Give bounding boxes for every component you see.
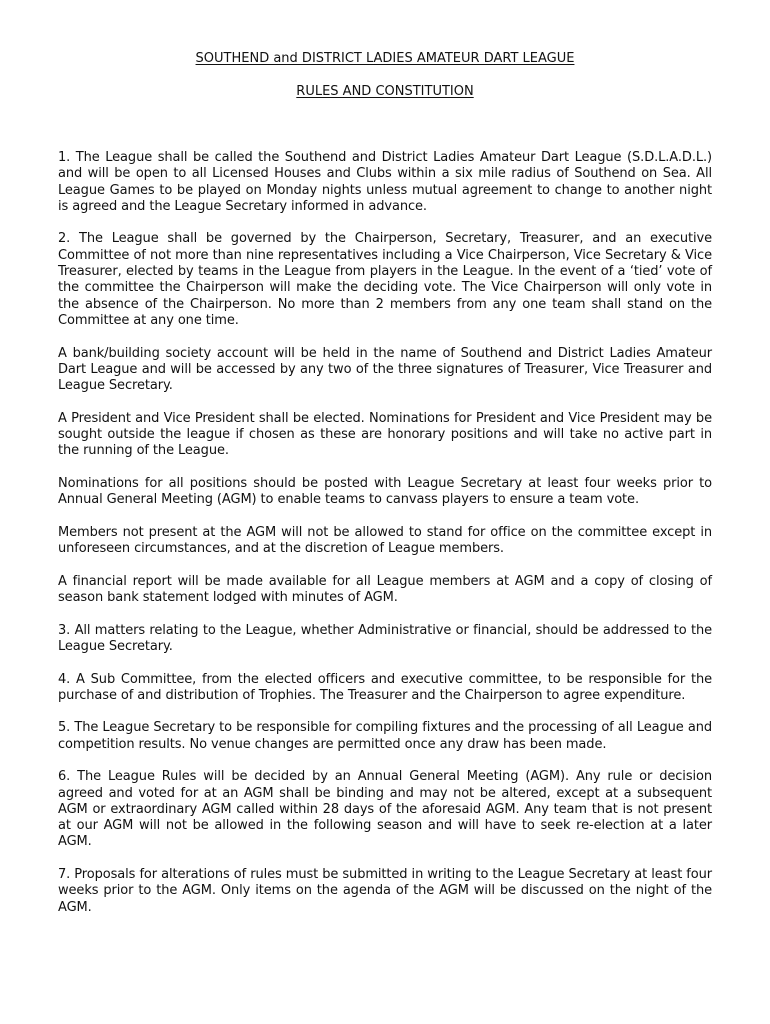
- document-body: [58, 150, 712, 932]
- paragraph-financial-report: A financial report will be made available for all League members at AGM and a copy of closing of season bank statement lodged with minutes of AGM.: [58, 573, 712, 606]
- paragraph-members-absent: Members not present at the AGM will not be allowed to stand for office on the committee except in unforeseen circumstances, and at the discretion of League members.: [58, 524, 712, 557]
- paragraph-rule-1: 1. The League shall be called the Southend and District Ladies Amateur Dart League (S.D.L.A.D.L.) and will be open to all Licensed Houses and Clubs within a six mile radius of Southend on Sea. All League Games to be played on Monday nights unless mutual agreement to change to another night is agreed and the League Secretary informed in advance.: [58, 150, 712, 214]
- document-title: SOUTHEND and DISTRICT LADIES AMATEUR DART LEAGUE: [195, 51, 575, 66]
- paragraph-nominations: Nominations for all positions should be posted with League Secretary at least four weeks prior to Annual General Meeting (AGM) to enable teams to canvass players to ensure a team vote.: [58, 475, 712, 508]
- paragraph-rule-5: 5. The League Secretary to be responsible for compiling fixtures and the processing of all League and competition results. No venue changes are permitted once any draw has been made.: [58, 720, 712, 752]
- paragraph-rule-3: 3. All matters relating to the League, whether Administrative or financial, should be addressed to the League Secretary.: [58, 622, 712, 654]
- document-subtitle: RULES AND CONSTITUTION: [296, 84, 474, 99]
- paragraph-bank-account: A bank/building society account will be held in the name of Southend and District Ladies Amateur Dart League and will be accessed by any two of the three signatures of Treasurer, Vice Treasurer and League Secretary.: [58, 345, 712, 394]
- paragraph-rule-7: 7. Proposals for alterations of rules must be submitted in writing to the League Secretary at least four weeks prior to the AGM. Only items on the agenda of the AGM will be discussed on the night of the AGM.: [58, 867, 712, 915]
- paragraph-president: A President and Vice President shall be elected. Nominations for President and Vice President may be sought outside the league if chosen as these are honorary positions and will take no active part in the running of the League.: [58, 410, 712, 459]
- paragraph-rule-2: 2. The League shall be governed by the Chairperson, Secretary, Treasurer, and an executive Committee of not more than nine representatives including a Vice Chairperson, Vice Secretary & Vice Treasurer, elected by teams in the League from players in the League. In the event of a ‘tied’ vote of the committee the Chairperson will make the deciding vote. The Vice Chairperson will only vote in the absence of the Chairperson. No more than 2 members from any one team shall stand on the Committee at any one time.: [58, 231, 712, 328]
- paragraph-rule-4: 4. A Sub Committee, from the elected officers and executive committee, to be responsible for the purchase of and distribution of Trophies. The Treasurer and the Chairperson to agree expenditure.: [58, 671, 712, 703]
- paragraph-rule-6: 6. The League Rules will be decided by an Annual General Meeting (AGM). Any rule or decision agreed and voted for at an AGM shall be binding and may not be altered, except at a subsequent AGM or extraordinary AGM called within 28 days of the aforesaid AGM. Any team that is not present at our AGM will not be allowed in the following season and will have to seek re-election at a later AGM.: [58, 769, 712, 850]
